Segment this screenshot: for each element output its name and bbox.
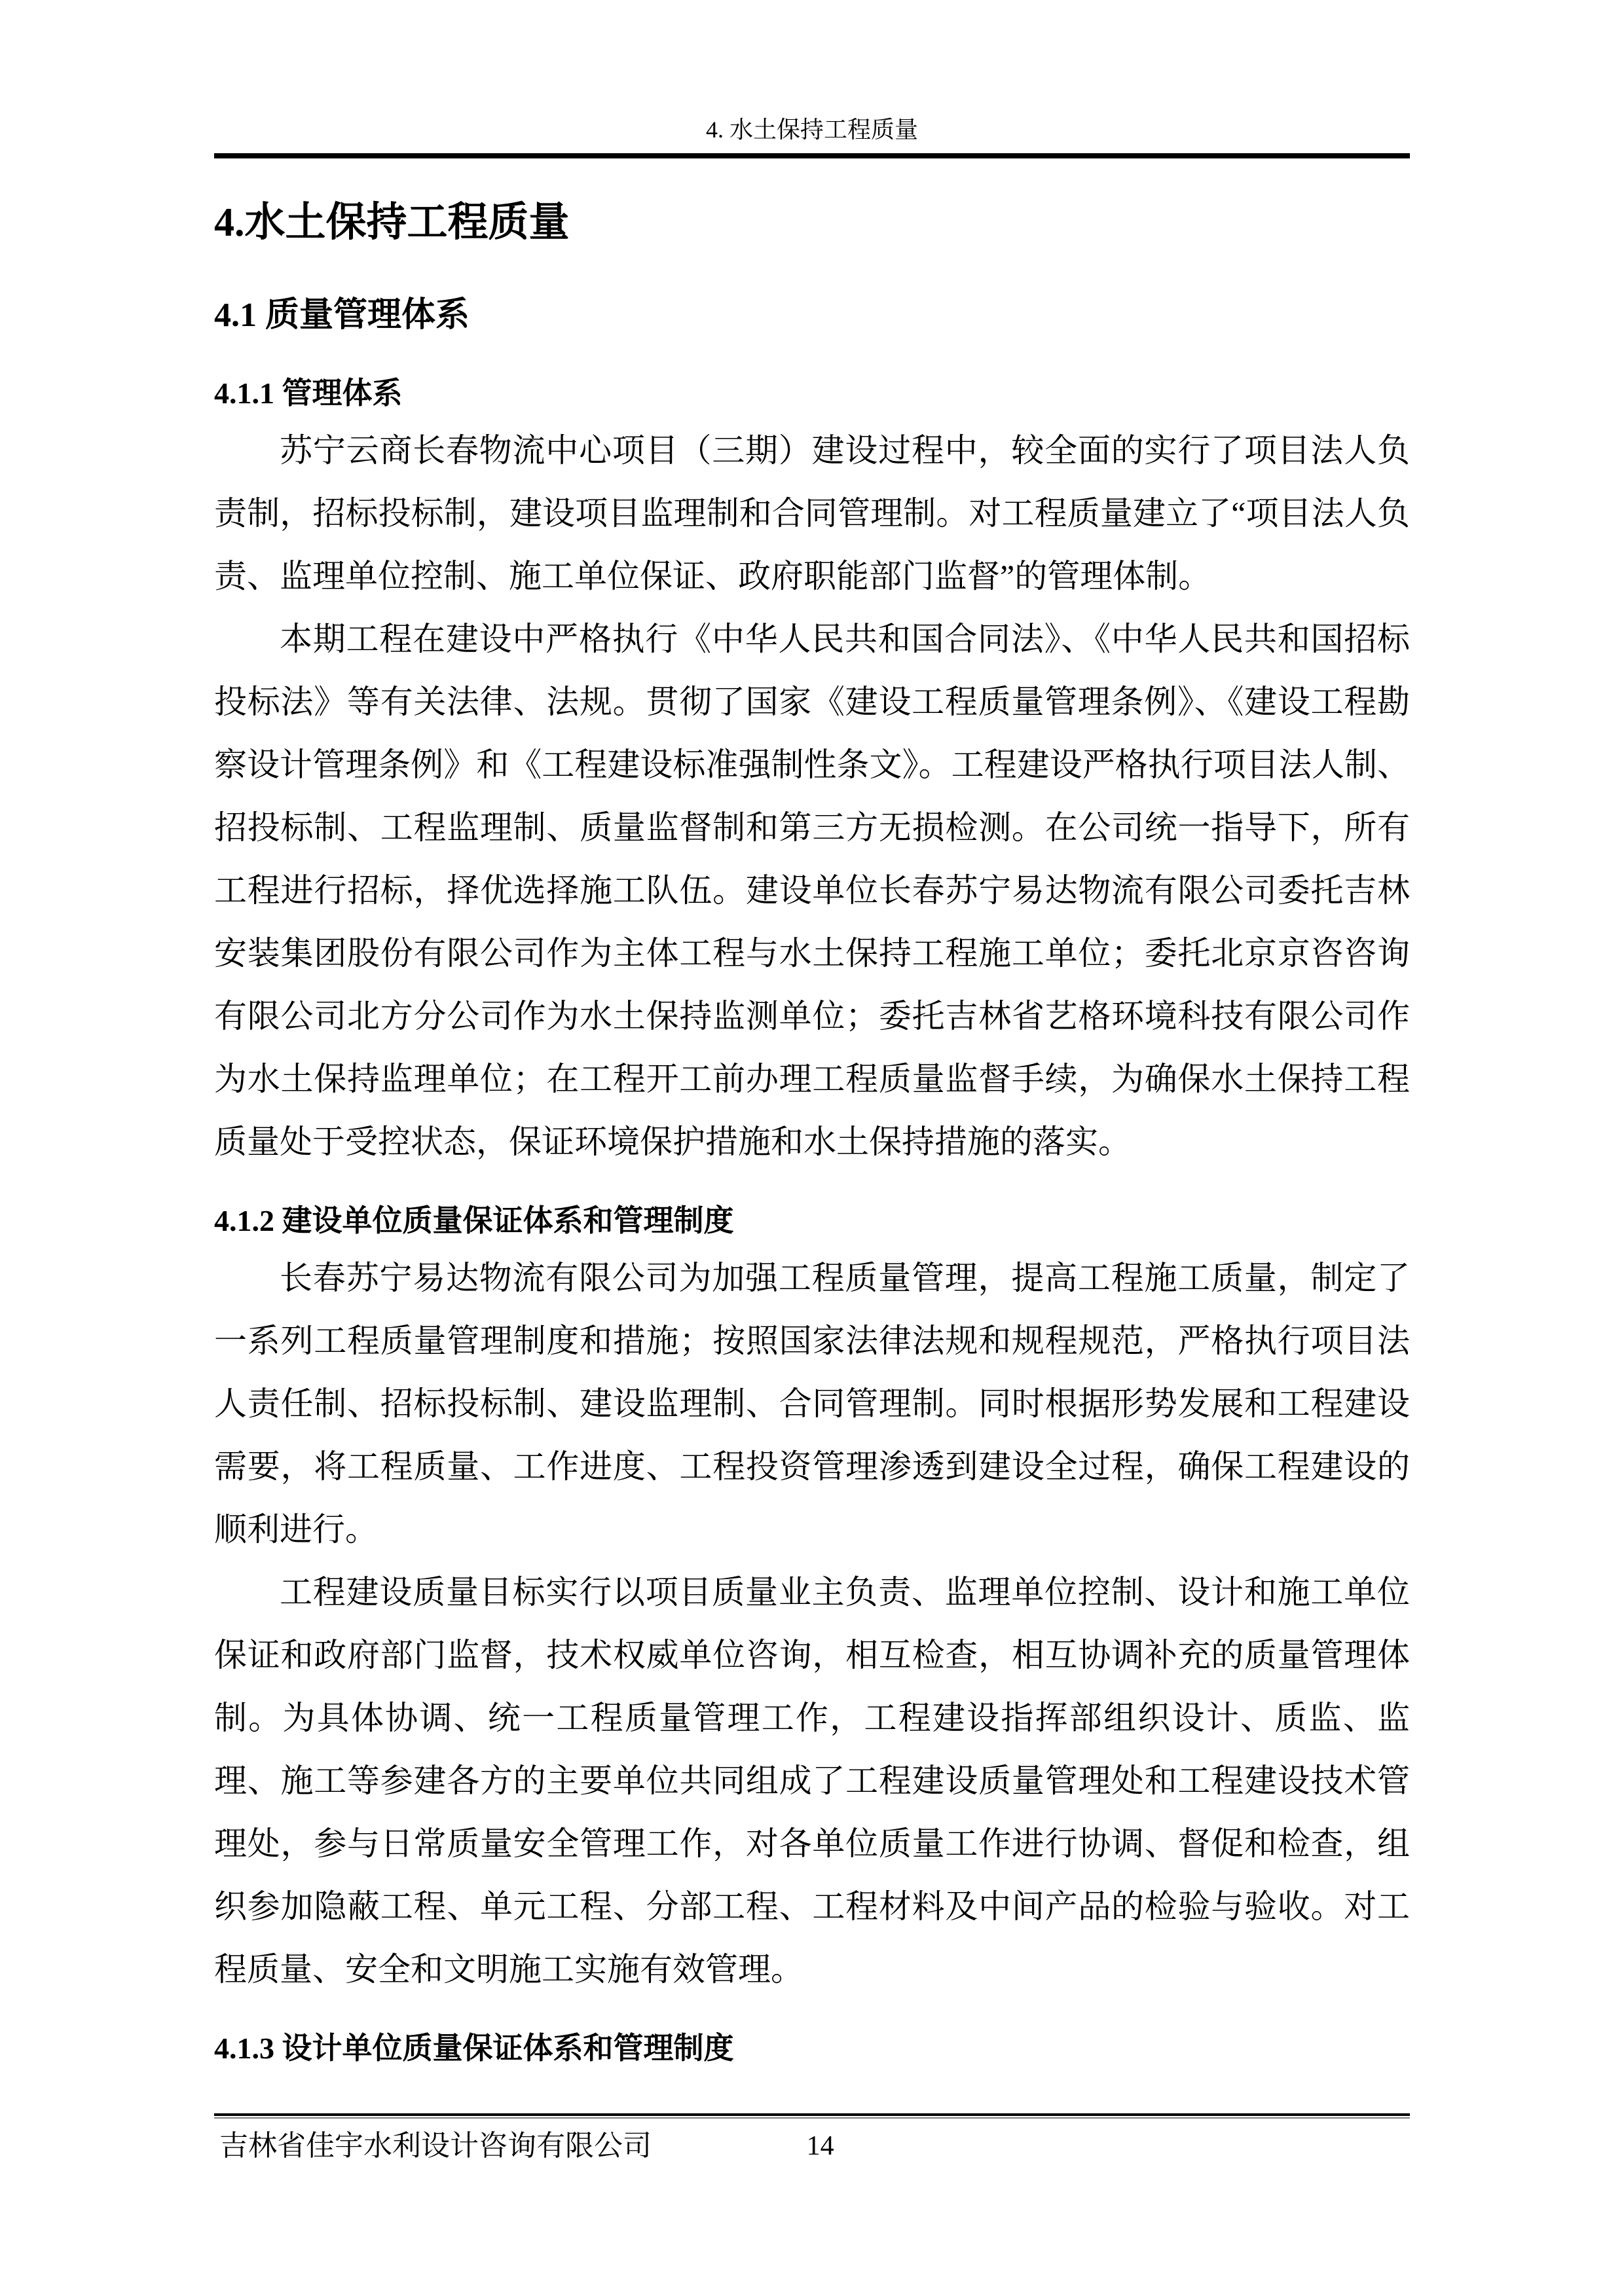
footer-row	[214, 2128, 1410, 2167]
section-heading-4-1: 4.1 质量管理体系	[214, 297, 470, 334]
paragraph-construction-unit-1: 长春苏宁易达物流有限公司为加强工程质量管理，提高工程施工质量，制定了一系列工程质量管理制度和措施；按照国家法律法规和规程规范，严格执行项目法人责任制、招标投标制、建设监理制、合同管理制。同时根据形势发展和工程建设需要，将工程质量、工作进度、工程投资管理渗透到建设全过程，确保工程建设的顺利进行。	[214, 1260, 1410, 1548]
subsection-heading-4-1-3: 4.1.3 设计单位质量保证体系和管理制度	[214, 2032, 734, 2065]
paragraph-management-system-2: 本期工程在建设中严格执行《中华人民共和国合同法》、《中华人民共和国招标投标法》等有关法律、法规。贯彻了国家《建设工程质量管理条例》、《建设工程勘察设计管理条例》和《工程建设标准强制性条文》。工程建设严格执行项目法人制、招投标制、工程监理制、质量监督制和第三方无损检测。在公司统一指导下，所有工程进行招标，择优选择施工队伍。建设单位长春苏宁易达物流有限公司委托吉林安装集团股份有限公司作为主体工程与水土保持工程施工单位；委托北京京咨咨询有限公司北方分公司作为水土保持监测单位；委托吉林省艺格环境科技有限公司作为水土保持监理单位；在工程开工前办理工程质量监督手续，为确保水土保持工程质量处于受控状态，保证环境保护措施和水土保持措施的落实。	[214, 621, 1410, 1160]
subsection-heading-4-1-2: 4.1.2 建设单位质量保证体系和管理制度	[214, 1204, 734, 1237]
page-content	[214, 0, 1410, 2068]
footer-page-number: 14	[806, 2131, 834, 2161]
footer-company-name: 吉林省佳宇水利设计咨询有限公司	[219, 2130, 652, 2162]
paragraph-management-system-1: 苏宁云商长春物流中心项目（三期）建设过程中，较全面的实行了项目法人负责制，招标投标制，建设项目监理制和合同管理制。对工程质量建立了“项目法人负责、监理单位控制、施工单位保证、政府职能部门监督”的管理体制。	[214, 432, 1410, 594]
page-footer	[214, 2113, 1410, 2167]
header-rule	[214, 153, 1410, 158]
footer-rule	[214, 2113, 1410, 2119]
subsection-heading-4-1-1: 4.1.1 管理体系	[214, 376, 403, 410]
chapter-title: 4.水土保持工程质量	[214, 200, 570, 245]
page-header-title: 4. 水土保持工程质量	[705, 117, 918, 143]
paragraph-construction-unit-2: 工程建设质量目标实行以项目质量业主负责、监理单位控制、设计和施工单位保证和政府部门监督，技术权威单位咨询，相互检查，相互协调补充的质量管理体制。为具体协调、统一工程质量管理工作，工程建设指挥部组织设计、质监、监理、施工等参建各方的主要单位共同组成了工程建设质量管理处和工程建设技术管理处，参与日常质量安全管理工作，对各单位质量工作进行协调、督促和检查，组织参加隐蔽工程、单元工程、分部工程、工程材料及中间产品的检验与验收。对工程质量、安全和文明施工实施有效管理。	[214, 1574, 1410, 1988]
